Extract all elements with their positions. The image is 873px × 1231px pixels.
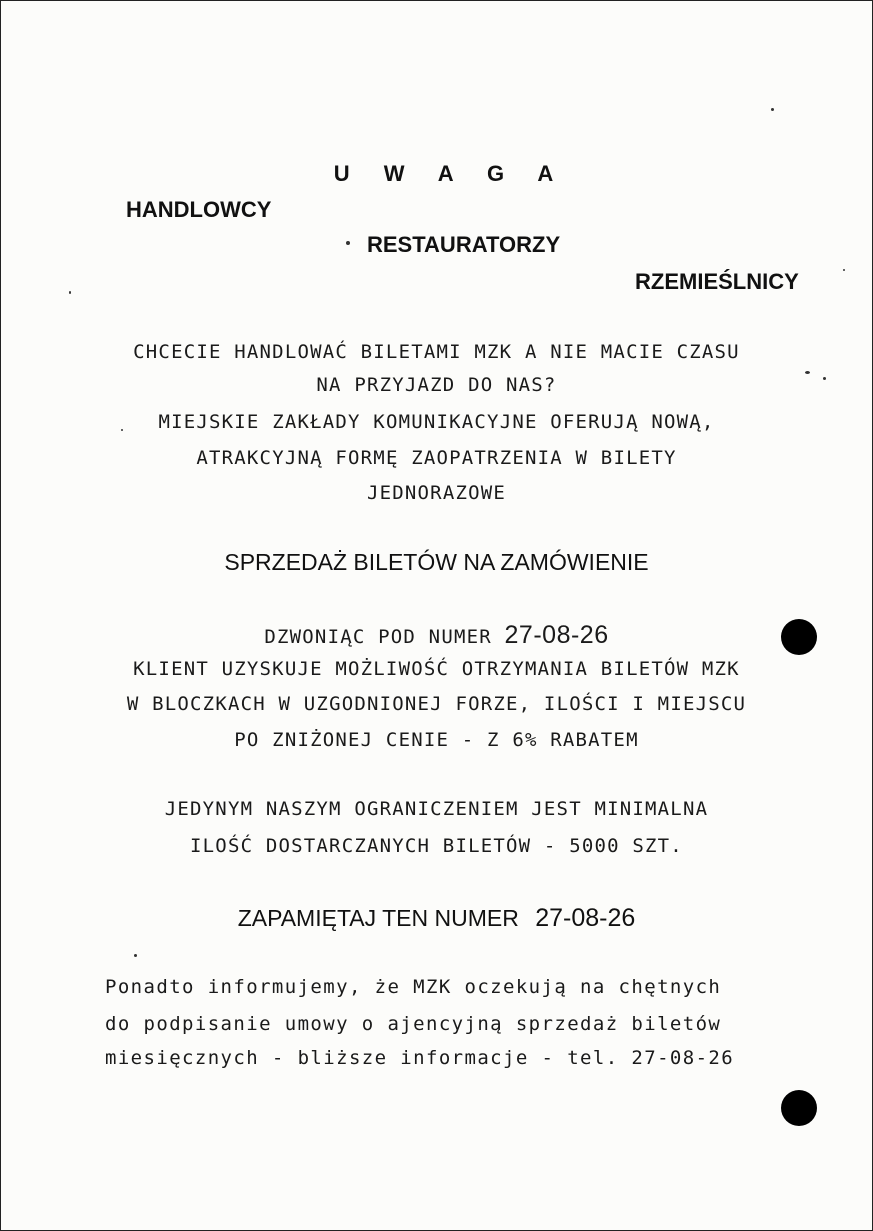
audience-restaurateurs: RESTAURATORZY <box>367 232 561 257</box>
scan-speck <box>346 241 350 245</box>
scan-speck <box>771 108 774 111</box>
remember-number: 27-08-26 <box>535 904 636 932</box>
call-prefix: DZWONIĄC POD NUMER <box>264 626 492 648</box>
call-detail-line: PO ZNIŻONEJ CENIE - Z 6% RABATEM <box>234 729 639 751</box>
intro-line: JEDNORAZOWE <box>366 482 507 504</box>
note-line: Ponadto informujemy, że MZK oczekują na chętnych <box>105 976 722 998</box>
audience-traders: HANDLOWCY <box>126 197 272 222</box>
scan-speck <box>805 371 810 374</box>
scan-speck <box>843 269 845 271</box>
intro-line: MIEJSKIE ZAKŁADY KOMUNIKACYJNE OFERUJĄ NOWĄ, <box>158 411 715 433</box>
intro-line: CHCECIE HANDLOWAĆ BILETAMI MZK A NIE MACIE CZASU <box>133 341 740 363</box>
scan-speck <box>823 377 826 380</box>
punch-hole <box>781 1090 817 1126</box>
note-line: do podpisanie umowy o ajencyjną sprzedaż biletów <box>105 1013 722 1035</box>
scan-speck <box>121 429 123 431</box>
call-detail-line: W BLOCZKACH W UZGODNIONEJ FORZE, ILOŚCI I MIEJSCU <box>126 693 747 715</box>
limit-line: ILOŚĆ DOSTARCZANYCH BILETÓW - 5000 SZT. <box>190 835 683 857</box>
note-line: miesięcznych - bliższe informacje - tel. 27-08-26 <box>105 1047 735 1069</box>
intro-line: ATRAKCYJNĄ FORMĘ ZAOPATRZENIA W BILETY <box>196 447 677 469</box>
scan-speck <box>134 954 137 957</box>
punch-hole <box>781 619 817 655</box>
audience-craftsmen: RZEMIEŚLNICY <box>635 269 799 294</box>
page-title: U W A G A <box>333 161 568 186</box>
intro-line: NA PRZYJAZD DO NAS? <box>316 374 557 396</box>
remember-heading <box>1 904 872 933</box>
scan-speck <box>69 291 71 294</box>
call-detail-line: KLIENT UZYSKUJE MOŻLIWOŚĆ OTRZYMANIA BILETÓW MZK <box>133 658 740 680</box>
remember-label: ZAPAMIĘTAJ TEN NUMER <box>237 905 519 931</box>
call-line <box>1 621 872 650</box>
limit-line: JEDYNYM NASZYM OGRANICZENIEM JEST MINIMALNA <box>164 798 709 820</box>
phone-number: 27-08-26 <box>504 621 609 649</box>
order-heading: SPRZEDAŻ BILETÓW NA ZAMÓWIENIE <box>224 549 649 575</box>
